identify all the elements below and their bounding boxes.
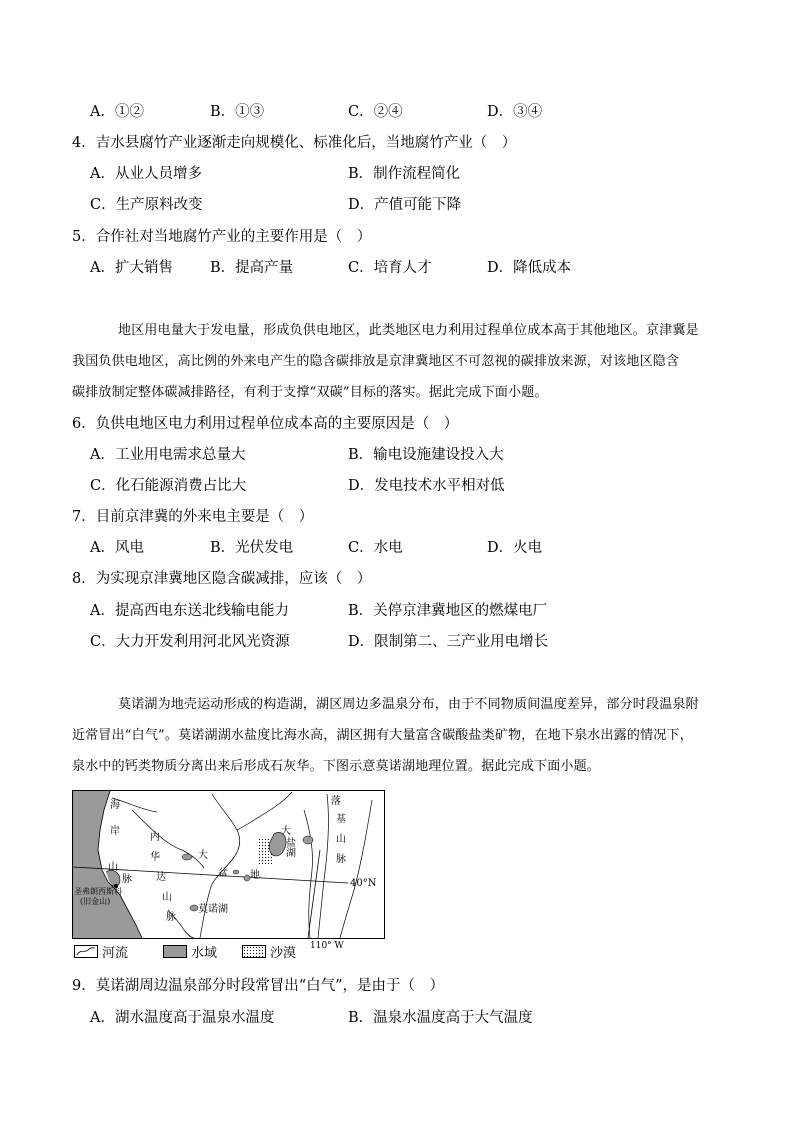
q8-option-a: A．提高西电东送北线输电能力 [90, 603, 289, 619]
label-salt-lake-3: 湖 [286, 848, 296, 859]
passage-mono-line: 莫诺湖为地壳运动形成的构造湖，湖区周边多温泉分布，由于不同物质间温度差异，部分时段温泉附 [118, 697, 699, 712]
label-rocky-3: 山 [336, 834, 346, 845]
q7-option-c: C．水电 [348, 540, 403, 556]
passage-mono-line: 泉水中的钙类物质分离出来后形成石灰华。下图示意莫诺湖地理位置。据此完成下面小题。 [72, 759, 601, 774]
q4-option-d: D．产值可能下降 [348, 197, 462, 213]
q5-option-c: C．培育人才 [348, 260, 432, 276]
passage-electricity [72, 315, 722, 408]
label-nevada-2: 华 [150, 852, 160, 863]
label-sea-1: 海 [110, 800, 120, 811]
legend-river [74, 945, 128, 963]
label-nevada-4: 山 [162, 892, 172, 903]
q7-option-a: A．风电 [90, 540, 144, 556]
q9-option-b: B．温泉水温度高于大气温度 [348, 1010, 533, 1026]
q3-option-c: C．②④ [348, 104, 403, 120]
q6-option-c: C．化石能源消费占比大 [90, 478, 247, 494]
label-nevada-5: 脉 [166, 912, 176, 923]
label-san-francisco: 圣弗朗西斯科 [74, 887, 122, 896]
passage-electricity-line: 地区用电量大于发电量，形成负供电地区，此类地区电力利用过程单位成本高于其他地区。京津冀是 [118, 323, 699, 338]
lake [233, 870, 239, 874]
q9-option-a: A．湖水温度高于温泉水温度 [90, 1010, 275, 1026]
label-basin-2: 盆 [218, 868, 228, 879]
q4-option-b: B．制作流程简化 [348, 166, 461, 182]
label-salt-lake-1: 大 [281, 826, 291, 837]
q8-option-c: C．大力开发利用河北风光资源 [90, 634, 290, 650]
desert-legend-icon [242, 945, 266, 958]
river-legend-icon [74, 945, 98, 958]
label-rocky-2: 基 [336, 814, 346, 825]
label-rocky-1: 落 [331, 796, 341, 807]
legend-water [163, 945, 217, 963]
label-nevada-3: 达 [156, 872, 166, 883]
q8-option-b: B．关停京津冀地区的燃煤电厂 [348, 603, 548, 619]
q3-option-d: D．③④ [487, 104, 543, 120]
q5-stem: 5．合作社对当地腐竹产业的主要作用是（ ） [72, 229, 372, 245]
q5-option-d: D．降低成本 [487, 260, 572, 276]
q4-stem: 4．吉水县腐竹产业逐渐走向规模化、标准化后，当地腐竹产业（ ） [72, 135, 517, 151]
label-sea-3: 山 [108, 862, 118, 873]
q3-option-a: A．①② [90, 104, 144, 120]
lake [182, 854, 192, 860]
q4-option-a: A．从业人员增多 [90, 166, 202, 182]
passage-electricity-line: 我国负供电地区，高比例的外来电产生的隐含碳排放是京津冀地区不可忽视的碳排放来源，对该地区隐含 [72, 354, 680, 369]
label-nevada-1: 内 [150, 832, 160, 843]
label-latitude: 40°N [350, 878, 377, 889]
q7-option-d: D．火电 [487, 540, 543, 556]
q8-option-d: D．限制第二、三产业用电增长 [348, 634, 549, 650]
q6-option-a: A．工业用电需求总量大 [90, 447, 246, 463]
q5-option-b: B．提高产量 [210, 260, 294, 276]
legend-desert [242, 945, 296, 963]
legend-water-label: 水域 [191, 946, 218, 961]
label-basin-1: 大 [198, 850, 208, 861]
q7-option-b: B．光伏发电 [210, 540, 294, 556]
label-sea-4: 脉 [122, 874, 132, 885]
q6-stem: 6．负供电地区电力利用过程单位成本高的主要原因是（ ） [72, 416, 459, 432]
legend-desert-label: 沙漠 [270, 946, 297, 961]
label-salt-lake-2: 盐 [286, 838, 296, 849]
label-longitude: 110° W [310, 941, 344, 950]
q8-stem: 8．为实现京津冀地区隐含碳减排，应该（ ） [72, 571, 372, 587]
passage-electricity-line: 碳排放制定整体碳减排路径，有利于支撑“双碳”目标的落实。据此完成下面小题。 [72, 385, 548, 400]
q6-option-d: D．发电技术水平相对低 [348, 478, 505, 494]
passage-mono-line: 近常冒出“白气”。莫诺湖湖水盐度比海水高，湖区拥有大量富含碳酸盐类矿物，在地下泉水出露的情况下， [72, 728, 693, 743]
q4-option-c: C．生产原料改变 [90, 197, 203, 213]
label-mono-lake: 莫诺湖 [198, 904, 228, 915]
water-legend-icon [163, 945, 187, 958]
label-sea-2: 岸 [110, 826, 120, 837]
mono-lake-map [72, 790, 392, 950]
q3-option-b: B．①③ [210, 104, 265, 120]
label-basin-3: 地 [250, 870, 260, 881]
lake [303, 836, 313, 844]
label-rocky-4: 脉 [336, 854, 346, 865]
mono-lake-shape [190, 905, 198, 911]
q7-stem: 7．目前京津冀的外来电主要是（ ） [72, 509, 314, 525]
legend-river-label: 河流 [102, 946, 129, 961]
q5-option-a: A．扩大销售 [90, 260, 173, 276]
q6-option-b: B．输电设施建设投入大 [348, 447, 504, 463]
label-san-francisco-alt: (旧金山) [80, 897, 111, 906]
passage-mono-lake [72, 689, 722, 782]
q9-stem: 9．莫诺湖周边温泉部分时段常冒出“白气”，是由于（ ） [72, 978, 445, 994]
